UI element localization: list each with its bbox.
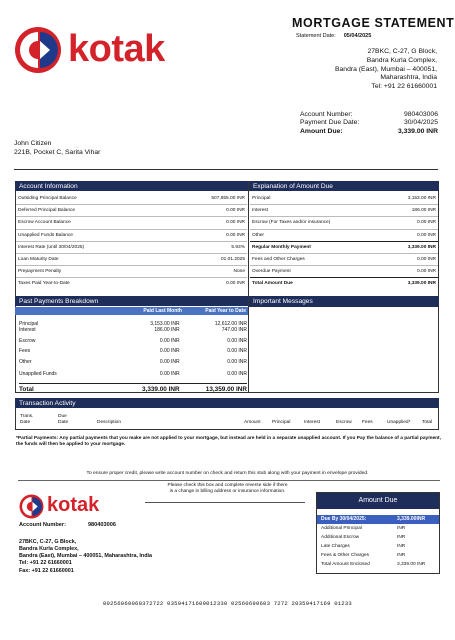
past-payments-subheader (15, 307, 248, 315)
row-label: Principal (252, 196, 271, 201)
row-value: 3,339.00 INR (407, 281, 436, 287)
col-unapplied: Unapplied* (387, 420, 411, 425)
row-label: Escrow (For Taxes and/or insurance) (252, 220, 331, 226)
divider (18, 480, 440, 481)
statement-date (296, 33, 371, 39)
row-last: 3,339.00 INR (141, 386, 180, 394)
row-label: Fees (19, 348, 31, 355)
stub-account-number (19, 522, 116, 528)
row-label: Late Charges (321, 544, 350, 549)
kotak-logo (14, 26, 194, 74)
row-label: Interest (19, 327, 36, 334)
row-label: Regular Monthly Payment (252, 244, 311, 250)
col-due-date: Due (58, 414, 67, 419)
table-row (19, 328, 247, 338)
col-total: Total (422, 420, 433, 425)
row-value: INR (397, 544, 406, 549)
amount-row (317, 524, 439, 533)
note-line: Please check this box and complete reverse side if there (167, 483, 288, 488)
amount-row (317, 533, 439, 542)
due-by-row (317, 515, 439, 524)
address-line: Bandra (East), Mumbai – 400051, (334, 65, 437, 73)
row-ytd: 0.00 INR (227, 348, 247, 355)
row-value: 507,855.00 INR (211, 196, 245, 201)
row-value: 0.00 INR (226, 281, 245, 287)
amount-due-box (316, 492, 440, 574)
label: Payment Due Date: (300, 119, 360, 127)
row-value: 0.00 INR (226, 208, 245, 214)
amount-row (317, 560, 439, 569)
row-label: Interest (252, 208, 268, 214)
table-row (250, 230, 438, 242)
address-line: Bandra (East), Mumbai – 400051, Maharashtra, India (19, 553, 153, 560)
row-last: 0.00 INR (159, 371, 180, 378)
address-line: Tel: +91 22 61660001 (371, 83, 437, 91)
change-address-note (120, 483, 335, 495)
row-label: Total Amount Due (252, 281, 293, 287)
address-line: Tel: +91 22 61660001 (19, 560, 72, 567)
table-row (250, 242, 438, 254)
table-row (19, 321, 247, 328)
amount-due-row (300, 128, 438, 136)
row-ytd: 747.00 INR (221, 327, 247, 334)
table-row (16, 278, 247, 290)
stub-instruction: To ensure proper credit, please write account number on check and return this stub along with your payment in envelope provided. (86, 471, 369, 476)
kotak-logo-mark (19, 494, 44, 519)
statement-date-label: Statement Date: (296, 33, 336, 39)
address-line: Maharashtra, India (380, 74, 437, 82)
address-line: Bandra Kurla Complex, (19, 546, 79, 553)
row-value: 01.01.2025 (220, 256, 245, 262)
important-messages-header: Important Messages (249, 296, 439, 307)
divider (248, 181, 249, 393)
row-value: 0.00 INR (226, 220, 245, 226)
row-last: 0.00 INR (159, 359, 180, 366)
transaction-columns (15, 411, 439, 429)
row-value: 3,153.00 INR (407, 196, 436, 201)
row-label: Loan Maturity Date (18, 256, 59, 262)
row-ytd: 13,359.00 INR (205, 386, 247, 394)
table-row (16, 217, 247, 229)
value: 980403006 (403, 111, 438, 118)
past-payments-table (19, 321, 247, 395)
table-row (16, 242, 247, 254)
row-value: 0.00 INR (417, 232, 436, 238)
row-value: None (233, 269, 245, 275)
explanation-table (250, 193, 438, 291)
row-value: 3,339.00 INR (407, 244, 436, 250)
payment-due-row (300, 119, 438, 127)
row-ytd: 0.00 INR (227, 338, 247, 345)
amount-row (317, 551, 439, 560)
bank-address (335, 48, 437, 92)
row-label: Fees & Other Charges (321, 553, 369, 558)
row-label: Total Amount Enclosed (321, 562, 370, 567)
row-label: Overdue Payment (252, 269, 291, 275)
label: Amount Due: (300, 127, 343, 135)
table-row (16, 266, 247, 278)
table-row (250, 217, 438, 229)
col-fees: Fees (362, 420, 373, 425)
col-due-date: Date (58, 420, 69, 425)
customer-name: John Citizen (14, 140, 52, 147)
row-value: 3,339.00INR (397, 516, 426, 522)
row-label: Escrow (19, 338, 36, 345)
value: 3,339.00 INR (397, 127, 438, 135)
row-ytd: 12,612.00 INR (214, 321, 247, 327)
table-row (19, 371, 247, 382)
table-row (250, 266, 438, 278)
col-amount: Amount (244, 420, 261, 425)
kotak-wordmark: kotak (47, 494, 100, 516)
account-number-row (300, 111, 438, 119)
statement-title: MORTGAGE STATEMENT (292, 16, 455, 30)
col-principal: Principal (272, 420, 291, 425)
row-label: Taxes Paid Year-to-Date (18, 281, 70, 287)
row-label: Interest Rate (until 30/04/2025) (18, 244, 85, 250)
row-label: Total (19, 386, 34, 394)
value: 980403006 (87, 522, 116, 528)
row-label: Additional Principal (321, 526, 362, 531)
past-payments-header: Past Payments Breakdown (15, 296, 248, 306)
row-value: 5.93% (231, 244, 245, 250)
statement-date-value: 05/04/2025 (343, 33, 372, 39)
customer-block (14, 140, 100, 158)
row-last: 3,153.00 INR (150, 321, 180, 327)
table-row (16, 205, 247, 217)
row-label: Fees and Other Charges (252, 256, 305, 262)
label: Account Number: (19, 522, 66, 528)
row-label: Prepayment Penalty (18, 269, 62, 275)
table-row (19, 359, 247, 371)
col-escrow: Escrow (336, 420, 352, 425)
explanation-header: Explanation of Amount Due (249, 181, 439, 191)
partial-payments-note: *Partial Payments: Any partial payments that you make are not applied to your mortgage, but instead are held in a separate unapplied account. If you Pay the balance of a partial payment, the funds will then be applied to your mortgage. (16, 436, 441, 448)
kotak-wordmark: kotak (68, 28, 165, 70)
row-value: 0.00 INR (417, 220, 436, 226)
spacer (15, 307, 115, 315)
row-ytd: 0.00 INR (227, 371, 247, 378)
col-last-month: Paid Last Month (143, 308, 182, 314)
row-value: INR (397, 535, 406, 540)
row-value: 3,339.00 INR (397, 562, 426, 567)
address-line: Bandra Kurla Complex, (366, 56, 437, 64)
row-label: Due By 30/04/2025: (321, 516, 367, 522)
account-summary (300, 111, 438, 136)
amount-row (317, 542, 439, 551)
row-value: INR (397, 526, 406, 531)
barcode-line: 00256069060372722 03594171609012330 02560690603 7272 20359417169 01233 (103, 600, 352, 607)
address-line: 27BKC, C-27, G Block, (19, 539, 77, 545)
divider (145, 502, 305, 503)
col-trans-date: Date (20, 420, 31, 425)
row-last: 186.00 INR (154, 327, 180, 334)
stub-logo (19, 494, 139, 520)
table-row (250, 278, 438, 290)
row-value: 0.00 INR (226, 232, 245, 238)
row-label: Other (19, 359, 32, 366)
row-label: Unapplied Funds (19, 371, 57, 378)
col-year-to-date: Paid Year to Date (205, 308, 246, 314)
row-label: Principal (19, 321, 39, 327)
table-row (250, 205, 438, 217)
table-row (250, 193, 438, 205)
row-last: 0.00 INR (159, 338, 180, 345)
divider (14, 169, 438, 170)
row-value: 0.00 INR (417, 269, 436, 275)
row-label: Unapplied Funds Balance (18, 232, 73, 238)
table-row (16, 230, 247, 242)
table-row (19, 348, 247, 359)
table-row (16, 193, 247, 205)
value: 30/04/2025 (403, 119, 438, 127)
customer-address: 221B, Pocket C, Sarita Vihar (14, 148, 101, 156)
row-label: Other (252, 232, 264, 238)
row-label: Escrow Account Balance (18, 220, 71, 226)
account-info-table (16, 193, 247, 291)
col-trans-date: Trans. (20, 414, 34, 419)
col-description: Description (97, 420, 121, 425)
row-label: Additional Escrow (321, 535, 360, 540)
label: Account Number: (300, 111, 353, 118)
address-line: 27BKC, C-27, G Block, (367, 48, 437, 55)
row-last: 0.00 INR (159, 348, 180, 355)
account-info-header: Account Information (15, 181, 248, 191)
kotak-logo-mark (14, 26, 62, 74)
row-value: 186.00 INR (411, 208, 436, 214)
table-row (16, 254, 247, 266)
transaction-activity-header: Transaction Activity (15, 398, 439, 408)
address-line: Fax: +91 22 61660001 (19, 567, 74, 574)
note-line: is a change in billing address or insurance information. (169, 488, 286, 494)
row-ytd: 0.00 INR (227, 359, 247, 366)
row-value: 0.00 INR (417, 256, 436, 262)
col-interest: Interest (304, 420, 320, 425)
amount-due-box-title: Amount Due (317, 493, 439, 509)
table-row (19, 338, 247, 348)
table-row (250, 254, 438, 266)
total-row (19, 384, 247, 395)
row-label: Deferred Principal Balance (18, 208, 76, 214)
row-value: INR (397, 553, 406, 558)
row-label: Outsiding Principal Balance (18, 196, 77, 201)
stub-address (19, 539, 152, 575)
